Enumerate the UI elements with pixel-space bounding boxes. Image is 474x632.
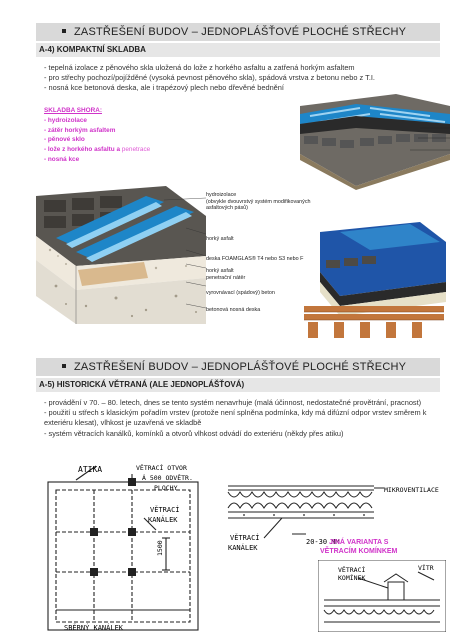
section1-bullet: - pro střechy pochozí/pojížděné (vysoká pevnost pěnového skla), spádová vrstva z betonu nebo z T.I. [44, 73, 375, 83]
bullet-square-icon [62, 364, 66, 368]
section2-bullet: - provádění v 70. – 80. letech, dnes se tento systém nenavrhuje (malá účinnost, nedostatečné provětrání, pracnost) [44, 398, 422, 407]
label-hot-asphalt-2-title: horký asfalt [206, 268, 234, 274]
variant-note-line1: JINÁ VARIANTA S [329, 539, 389, 546]
layer-item: - zátěr horkým asfaltem [44, 126, 116, 134]
sketch-label-size: 20-30 MM [306, 538, 340, 546]
label-hydro-title: hydroizolace [206, 192, 237, 198]
variant-note [320, 538, 397, 556]
roof-illustration-top-right [300, 94, 450, 190]
layer-list [44, 106, 150, 165]
sketch-dimension: 1500 [156, 540, 164, 556]
layer-item: - pěnové sklo [44, 136, 85, 144]
section1-subtitle [36, 43, 440, 57]
sketch-label-channel-4: KANÁLEK [228, 544, 258, 552]
sketch-label-vent-opening-3: PLOCHY [154, 484, 178, 492]
sketch-chimney [318, 560, 446, 632]
sketch-label-collector: SBĚRNÝ KANÁLEK [64, 624, 124, 632]
section2-banner [36, 358, 440, 376]
section2-subtitle-text: A-5) HISTORICKÁ VĚTRANÁ (ALE JEDNOPLÁŠŤOVÁ) [39, 380, 245, 389]
sketch-label-wind: VÍTR [418, 564, 434, 572]
label-hot-asphalt-2 [206, 268, 245, 281]
layer-item: - hydroizolace [44, 116, 87, 124]
sketch-plan [36, 460, 226, 632]
sketch-label-atika: ATIKA [78, 465, 103, 474]
sketch-label-channel: VĚTRACÍ [150, 506, 180, 514]
section2-bullet: - systém větracích kanálků, komínků a otvorů vlhkost odvádí do exteriéru (někdy přes atiku) [44, 428, 344, 438]
sketch-label-channel-3: VĚTRACÍ [230, 534, 260, 542]
bullet-square-icon [62, 29, 66, 33]
layer-item-suffix: penetrace [121, 146, 151, 154]
section1-bullet: - tepelná izolace z pěnového skla uložená do lože z horkého asfaltu a zatřená horkým asfaltem [44, 63, 355, 72]
section2-banner-text: ZASTŘEŠENÍ BUDOV – JEDNOPLÁŠŤOVÉ PLOCHÉ STŘECHY [74, 361, 407, 373]
layer-list-heading: SKLADBA SHORA: [44, 107, 102, 114]
section2-bullets [44, 398, 428, 439]
roof-illustration-timber [300, 222, 446, 340]
section1-banner-text: ZASTŘEŠENÍ BUDOV – JEDNOPLÁŠŤOVÉ PLOCHÉ STŘECHY [74, 26, 407, 38]
sketch-label-vent-opening: VĚTRACÍ OTVOR [136, 464, 187, 472]
label-hydro [206, 192, 316, 212]
section1-banner [36, 23, 440, 41]
label-leveling-concrete: vyrovnávací (spádový) beton [206, 290, 275, 296]
section2-bullet: - použití u střech s klasickým pořadím vrstev (protože není splněna podmínka, kdy má difúzní odpor vrstev směrem k exteriéru klesat), vlhkost je uzavřená ve skladbě [44, 408, 427, 428]
label-concrete-slab: betonová nosná deska [206, 307, 261, 313]
section1-bullet: - nosná kce betonová deska, ale i trapézový plech nebo dřevěné bednění [44, 83, 284, 93]
section1-bullets [44, 63, 444, 94]
roof-illustration-left [36, 186, 206, 324]
sketch-label-chimney-1: VĚTRACÍ [338, 566, 366, 574]
label-primer: penetrační nátěr [206, 274, 246, 281]
sketch-label-microvent: MIKROVENTILACE [384, 486, 439, 494]
layer-item: - nosná kce [44, 155, 80, 163]
sketch-label-chimney-2: KOMÍNEK [338, 574, 366, 582]
layer-item: - lože z horkého asfaltu a [44, 146, 120, 154]
variant-note-line2: VĚTRACÍM KOMÍNKEM [320, 548, 398, 555]
layer-item-row [44, 145, 150, 155]
section1-subtitle-text: A-4) KOMPAKTNÍ SKLADBA [39, 45, 146, 54]
label-hydro-note: (obvykle dvouvrstvý systém modifikovaných asfaltových pásů) [206, 198, 311, 212]
sketch-label-channel-2: KANÁLEK [148, 516, 178, 524]
label-hot-asphalt-1: horký asfalt [206, 236, 234, 242]
section2-subtitle [36, 378, 440, 392]
sketch-label-vent-opening-2: Á 500 ODVĚTR. [142, 474, 193, 482]
label-foamglas-board: deska FOAMGLAS® T4 nebo S3 nebo F [206, 256, 304, 262]
